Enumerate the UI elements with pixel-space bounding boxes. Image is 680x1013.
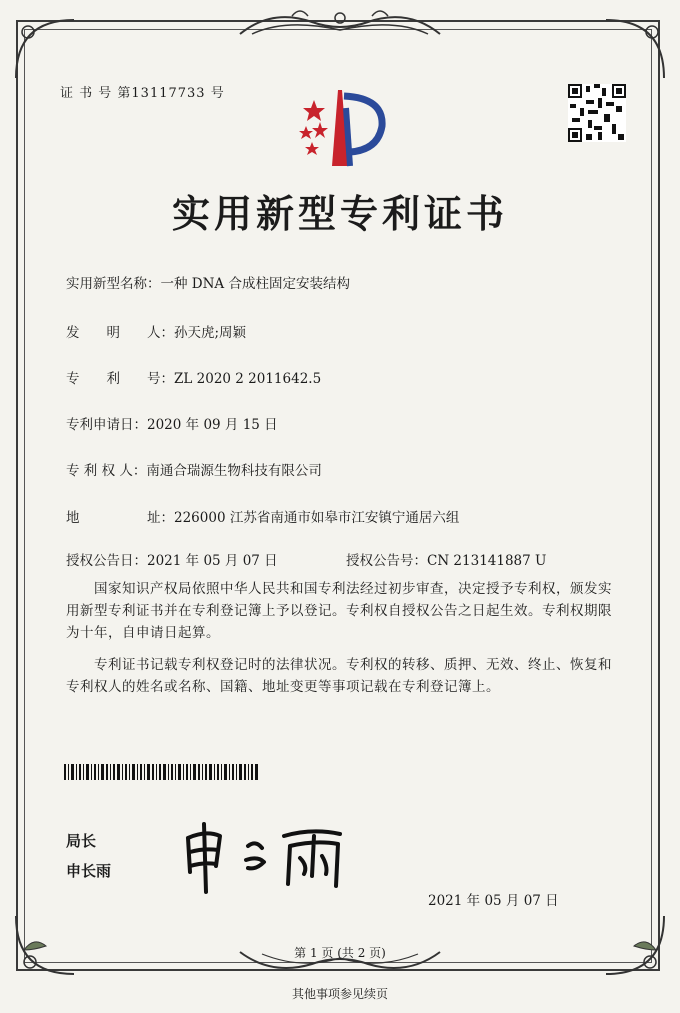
signature-date: 2021 年 05 月 07 日: [428, 893, 559, 909]
field-value: 2021 年 05 月 07 日: [147, 553, 278, 569]
field-address: [66, 506, 459, 526]
field-patent-number: [66, 367, 321, 387]
handwritten-signature: [176, 816, 376, 896]
certificate-number: 证 书 号 第13117733 号: [60, 86, 225, 101]
body-paragraph-2: 专利证书记载专利权登记时的法律状况。专利权的转移、质押、无效、终止、恢复和专利权人的姓名或名称、国籍、地址变更等事项记载在专利登记簿上。: [66, 657, 612, 695]
field-value: 南通合瑞源生物科技有限公司: [146, 463, 322, 479]
field-label: 授权公告号：: [346, 553, 427, 569]
qr-code-icon: [568, 84, 626, 142]
footer-note: 其他事项参见续页: [291, 987, 388, 1001]
field-label: 发 明 人：: [66, 325, 174, 341]
director-name: 申长雨: [66, 862, 112, 880]
barcode-icon: [64, 764, 260, 780]
field-label: 地 址：: [66, 510, 174, 526]
top-floral-ornament: [232, 4, 448, 44]
corner-ornament-top-left: [10, 14, 80, 84]
field-value: 226000 江苏省南通市如皋市江安镇宁通居六组: [174, 510, 460, 526]
field-label: 实用新型名称：: [66, 276, 161, 292]
field-utility-model-name: [66, 272, 350, 292]
field-value: 孙天虎;周颖: [174, 325, 247, 341]
director-title: 局长: [66, 832, 97, 850]
certificate-title: 实用新型专利证书: [171, 191, 508, 236]
field-value: 一种 DNA 合成柱固定安装结构: [160, 276, 350, 292]
field-label: 授权公告日：: [66, 553, 147, 569]
field-label: 专 利 权 人：: [66, 463, 147, 479]
field-value: ZL 2020 2 2011642.5: [174, 371, 322, 387]
field-value: CN 213141887 U: [427, 553, 547, 569]
field-value: 2020 年 09 月 15 日: [147, 417, 278, 433]
field-grant-announcement-date: [66, 549, 278, 569]
field-grant-announcement-number: [346, 549, 546, 569]
field-inventor: [66, 321, 246, 341]
page-indicator: 第 1 页 (共 2 页): [294, 946, 386, 960]
field-filing-date: [66, 413, 278, 433]
field-patentee: [66, 459, 322, 479]
cnipa-emblem-icon: [286, 80, 396, 176]
body-paragraph-1: 国家知识产权局依照中华人民共和国专利法经过初步审查，决定授予专利权，颁发实用新型专利证书并在专利登记簿上予以登记。专利权自授权公告之日起生效。专利权期限为十年，自申请日起算。: [66, 581, 612, 641]
field-label: 专 利 号：: [66, 371, 174, 387]
field-label: 专利申请日：: [66, 417, 147, 433]
corner-ornament-top-right: [600, 14, 670, 84]
